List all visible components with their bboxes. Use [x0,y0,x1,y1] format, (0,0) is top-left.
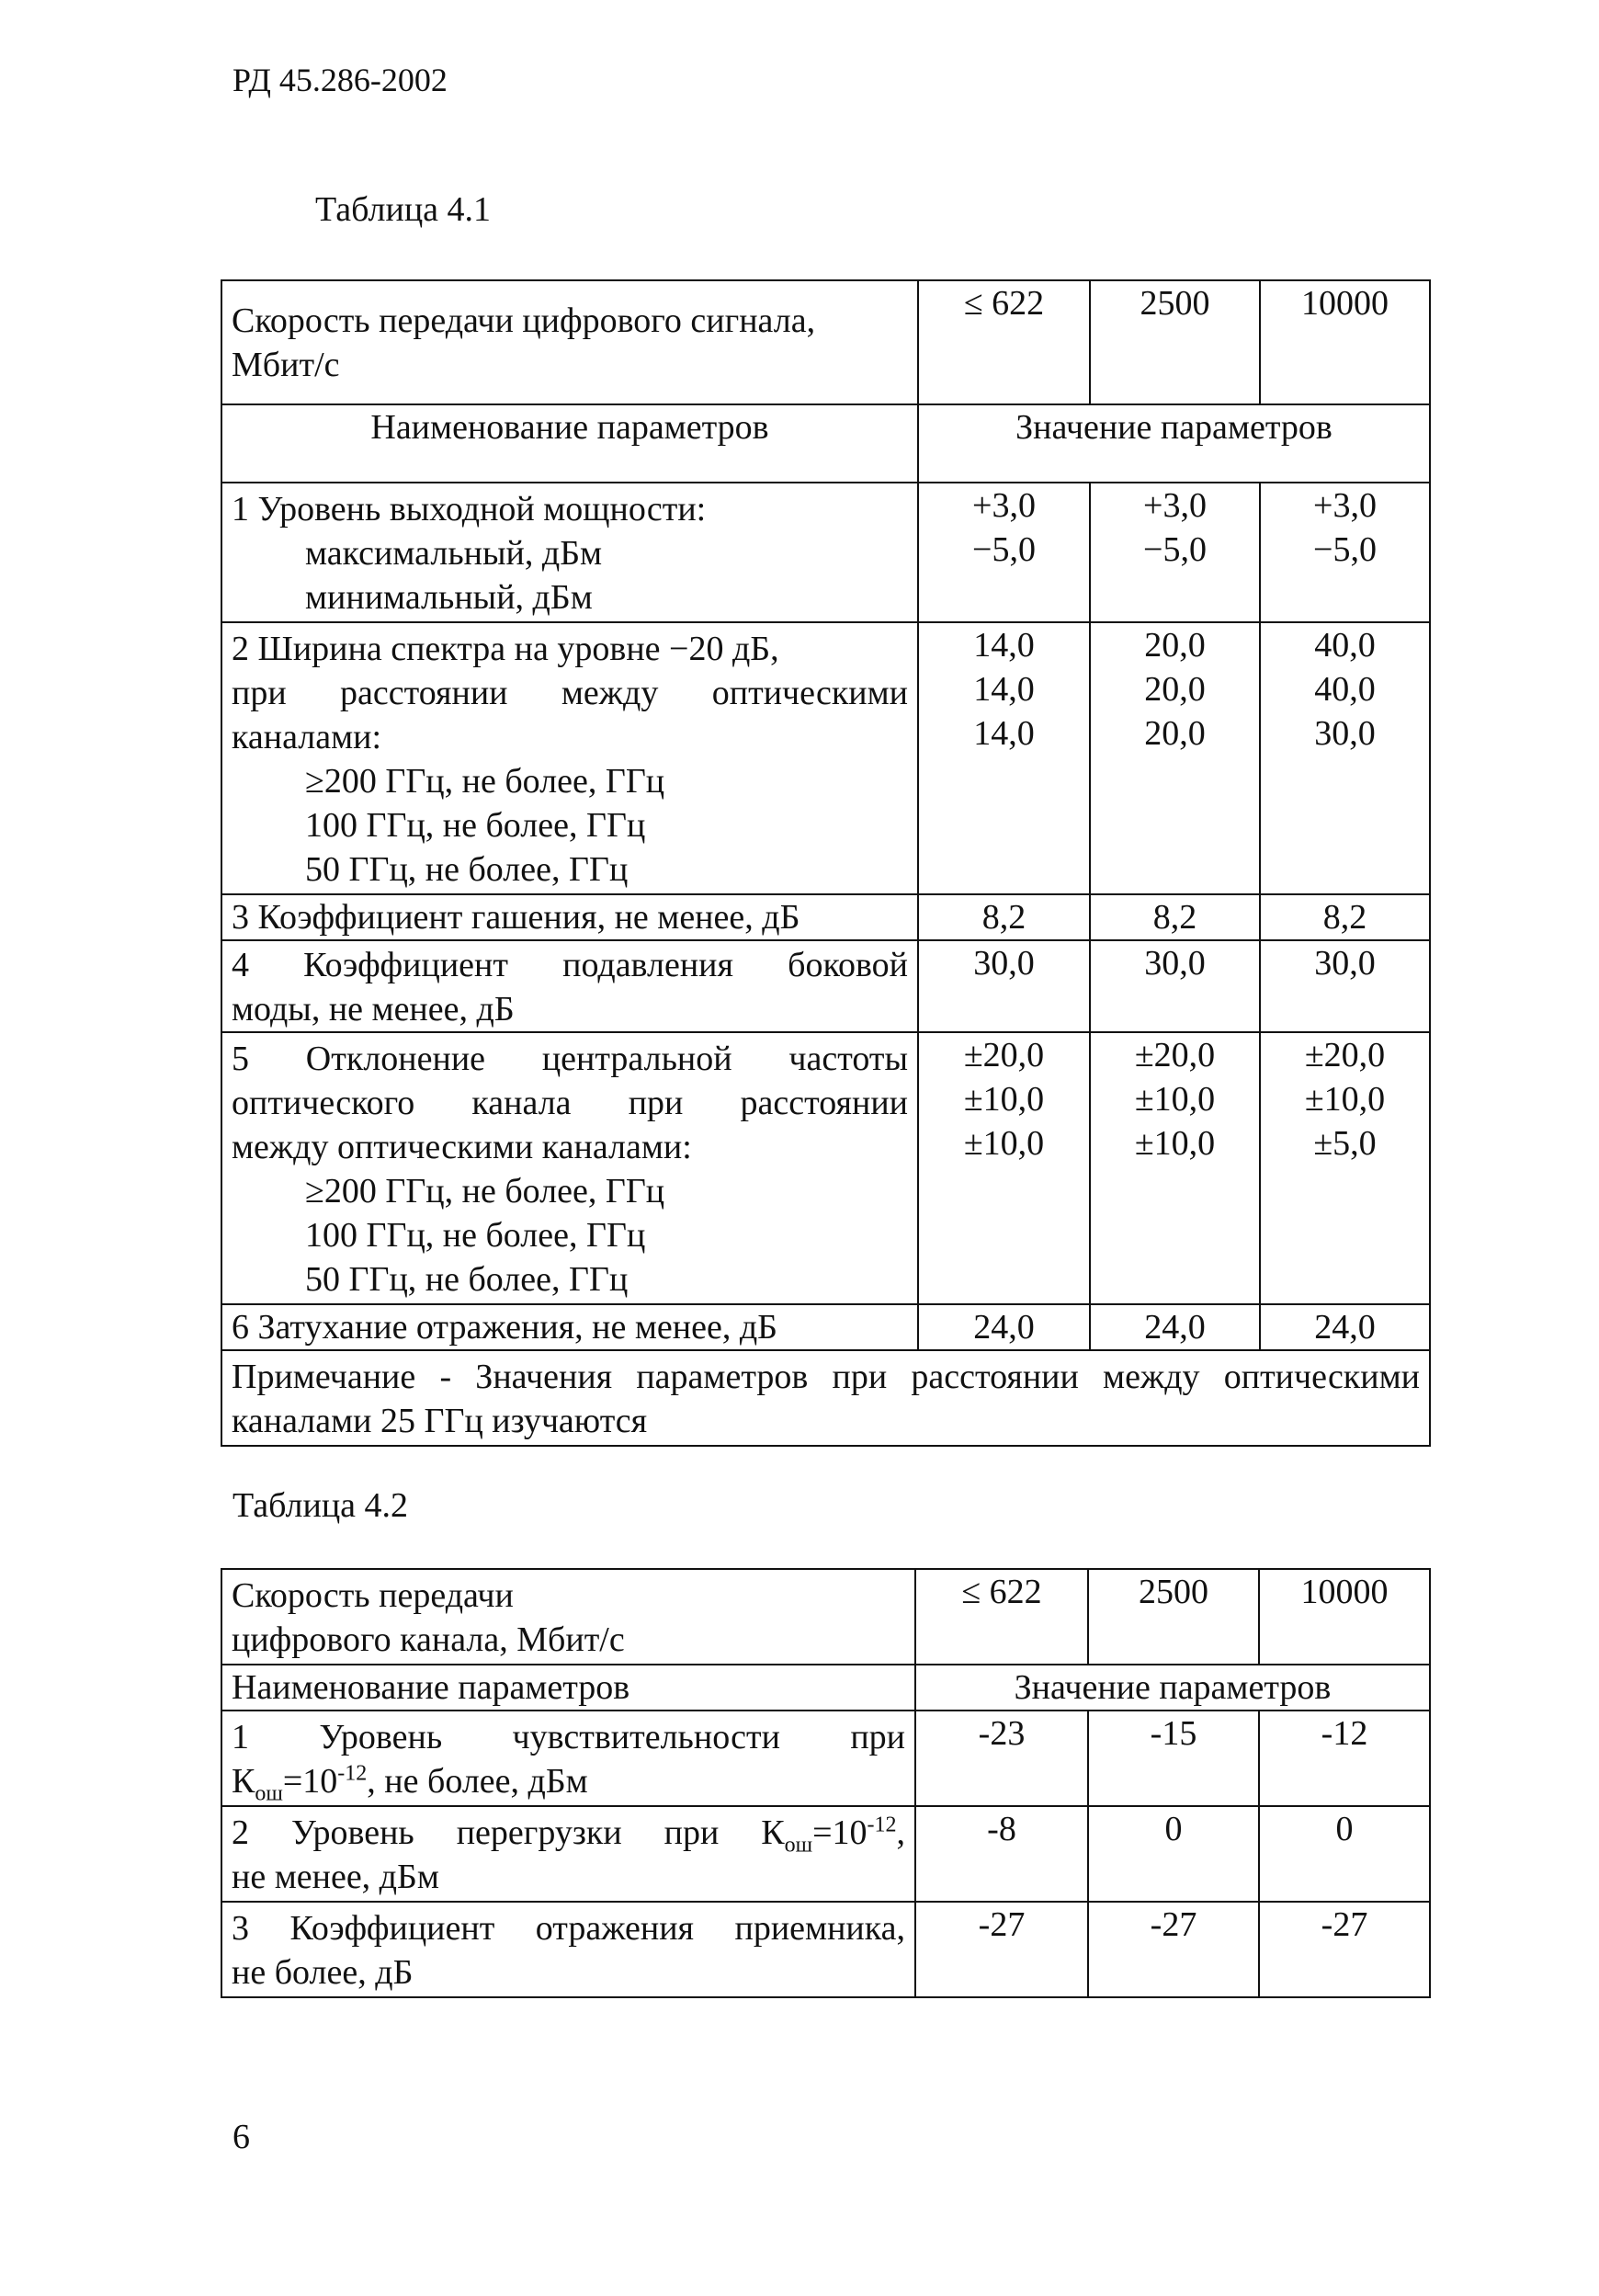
table-row [221,1569,1430,1665]
value: ±5,0 [1313,1124,1377,1163]
value-cell [1260,622,1430,894]
value-cell [918,1032,1090,1304]
document-code: РД 45.286-2002 [232,62,448,98]
param-name-header: Наименование параметров [221,1665,915,1711]
param-cell [221,894,918,940]
speed-value: 2500 [1090,280,1260,404]
table-row [221,940,1430,1032]
value: -27 [1259,1902,1430,1997]
k-subscript: ош [255,1781,283,1806]
table-row [221,1304,1430,1350]
k-symbol: К [232,1762,255,1801]
value: -12 [1259,1711,1430,1806]
value: 30,0 [1090,940,1260,1032]
value: ±10,0 [963,1124,1045,1163]
table-row [221,1665,1430,1711]
value: 8,2 [1090,894,1260,940]
param-cell [221,940,918,1032]
table-row [221,1711,1430,1806]
value: 30,0 [1314,714,1376,753]
k-subscript: ош [784,1833,813,1858]
param-post: , [896,1813,905,1852]
value: +3,0 [1313,486,1377,525]
param-title: 6 Затухание отражения, не менее, дБ [232,1308,777,1347]
param-value-header: Значение параметров [918,404,1430,483]
table-4-1 [221,279,1431,1447]
param-title: 1 Уровень чувствительности при [232,1718,905,1756]
value-cell [918,622,1090,894]
value: -27 [915,1902,1088,1997]
table-note [221,1350,1430,1446]
value: ±20,0 [1134,1036,1216,1074]
param-value-header: Значение параметров [915,1665,1430,1711]
value-cell [1260,1032,1430,1304]
param-sub-label: 100 ГГц, не более, ГГц [305,806,646,845]
param-cell [221,1032,918,1304]
value: 20,0 [1144,714,1206,753]
value: -8 [915,1806,1088,1902]
param-cell [221,483,918,622]
speed-label-cell [221,1569,915,1665]
param-title: при расстоянии между оптическими [232,674,908,712]
value: -23 [915,1711,1088,1806]
param-title: не менее, дБм [232,1858,439,1896]
param-pre: 2 Уровень перегрузки при [232,1813,762,1852]
value-cell [1090,1032,1260,1304]
value-cell [918,483,1090,622]
param-title: 4 Коэффициент подавления боковой [232,946,908,984]
value-cell [1090,483,1260,622]
value: ±20,0 [1304,1036,1386,1074]
param-sub-label: 50 ГГц, не более, ГГц [305,1260,629,1299]
value: 24,0 [1260,1304,1430,1350]
value: 14,0 [973,670,1035,709]
value: −5,0 [1143,530,1207,569]
table-row [221,483,1430,622]
table-row [221,1902,1430,1997]
value: 20,0 [1144,670,1206,709]
value: -27 [1088,1902,1259,1997]
param-title [232,1811,905,1858]
param-sub-label: 50 ГГц, не более, ГГц [305,850,629,889]
table-row [221,622,1430,894]
speed-label: цифрового канала, Мбит/с [232,1620,625,1659]
value: −5,0 [972,530,1036,569]
value: ±20,0 [963,1036,1045,1074]
value: 24,0 [1090,1304,1260,1350]
param-title: 3 Коэффициент отражения приемника, [232,1909,905,1948]
table-row [221,404,1430,483]
param-title: 5 Отклонение центральной частоты [232,1040,908,1078]
value: ±10,0 [963,1080,1045,1119]
k-superscript: -12 [867,1813,897,1837]
param-sub-label: ≥200 ГГц, не более, ГГц [305,762,665,801]
value: +3,0 [1143,486,1207,525]
value: 0 [1088,1806,1259,1902]
speed-value: 10000 [1259,1569,1430,1665]
param-cell [221,1902,915,1997]
value: ±10,0 [1134,1080,1216,1119]
value: 14,0 [973,626,1035,665]
param-title: оптического канала при расстоянии [232,1084,908,1122]
value: 8,2 [1260,894,1430,940]
speed-value: ≤ 622 [915,1569,1088,1665]
speed-value: 10000 [1260,280,1430,404]
table-row [221,1806,1430,1902]
param-title: 3 Коэффициент гашения, не менее, дБ [232,898,800,937]
value: -15 [1088,1711,1259,1806]
table-caption-4-2: Таблица 4.2 [232,1486,409,1525]
table-row [221,1350,1430,1446]
param-title: между оптическими каналами: [232,1128,692,1166]
param-title: каналами: [232,718,382,756]
param-sub-label: минимальный, дБм [305,578,593,617]
speed-label: Скорость передачи цифрового сигнала, Мбит/с [232,301,816,384]
value: −5,0 [1313,530,1377,569]
note-text: каналами 25 ГГц изучаются [232,1402,648,1440]
param-sub-label: 100 ГГц, не более, ГГц [305,1216,646,1255]
param-title: 1 Уровень выходной мощности: [232,490,707,529]
value: ±10,0 [1134,1124,1216,1163]
page-number: 6 [232,2118,250,2156]
value: 24,0 [918,1304,1090,1350]
table-row [221,280,1430,404]
table-row [221,894,1430,940]
param-cell [221,1806,915,1902]
param-name-header: Наименование параметров [221,404,918,483]
param-title [232,1759,905,1806]
param-rest: , не более, дБм [367,1762,588,1801]
value-cell [1260,483,1430,622]
param-title: 2 Ширина спектра на уровне −20 дБ, [232,630,779,668]
value: 40,0 [1314,670,1376,709]
value: 0 [1259,1806,1430,1902]
speed-value: ≤ 622 [918,280,1090,404]
table-caption-4-1: Таблица 4.1 [315,190,492,229]
k-superscript: -12 [337,1761,368,1786]
k-eq: =10 [282,1762,338,1801]
param-cell [221,622,918,894]
value: 14,0 [973,714,1035,753]
speed-label: Скорость передачи [232,1576,514,1615]
value: 30,0 [918,940,1090,1032]
param-cell [221,1304,918,1350]
value: 30,0 [1260,940,1430,1032]
table-4-2 [221,1568,1431,1998]
value: 20,0 [1144,626,1206,665]
value: 40,0 [1314,626,1376,665]
value-cell [1090,622,1260,894]
value: +3,0 [972,486,1036,525]
k-eq: =10 [812,1813,868,1852]
param-sub-label: максимальный, дБм [305,534,603,573]
note-text: Примечание - Значения параметров при расстоянии между оптическими [232,1358,1420,1396]
value: ±10,0 [1304,1080,1386,1119]
table-row [221,1032,1430,1304]
param-title: моды, не менее, дБ [232,990,515,1029]
param-title: не более, дБ [232,1953,414,1992]
param-cell [221,1711,915,1806]
speed-value: 2500 [1088,1569,1259,1665]
param-sub-label: ≥200 ГГц, не более, ГГц [305,1172,665,1211]
value: 8,2 [918,894,1090,940]
speed-label-cell [221,280,918,404]
k-symbol: К [761,1813,785,1852]
